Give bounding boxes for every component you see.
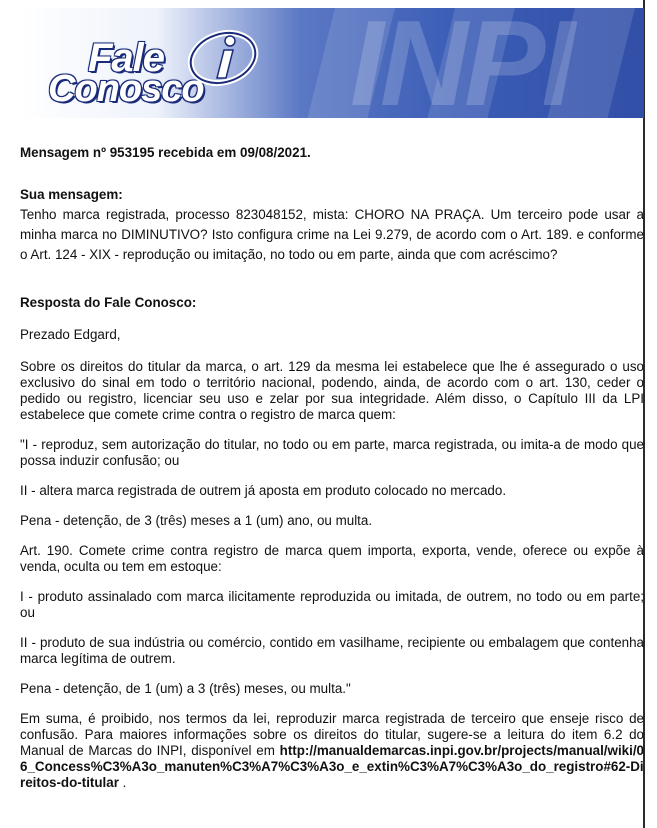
law-quote-item: Pena - detenção, de 1 (um) a 3 (três) meses, ou multa." [20,681,351,696]
response-greeting: Prezado Edgard, [20,327,121,342]
logo-word-conosco: Conosco [48,68,204,110]
message-content [20,143,644,791]
closing-end: . [118,775,127,790]
manual-link[interactable]: http://manualdemarcas.inpi.gov.br/projects/manual/wiki/06_Concess%C3%A3o_manuten%C3%A7%C3%A3o_e_extin%C3%A7%C3%A3o_do_registro#62-Direitos-do-titular [20,743,644,790]
law-quote-item: "I - reproduz, sem autorização do titular, no todo ou em parte, marca registrada, ou imita-a de modo que possa induzir confusão; ou [20,437,644,468]
your-message-body: Tenho marca registrada, processo 823048152, mista: CHORO NA PRAÇA. Um terceiro pode usar a minha marca no DIMINUTIVO? Isto configura crime na Lei 9.279, de acordo com o Art. 189. e conforme o Art. 124 - XIX - reprodução ou imitação, no todo ou em parte, ainda que com acréscimo? [20,207,644,262]
response-paragraph: Sobre os direitos do titular da marca, o art. 129 da mesma lei estabelece que lhe é assegurado o uso exclusivo do sinal em todo o território nacional, podendo, ainda, de acordo com o art. 130, ceder o pedido ou registro, licenciar seu uso e zelar por sua integridade. Além disso, o Capítulo III da LPI estabelece que comete crime contra o registro de marca quem: [20,359,644,422]
response-label: Resposta do Fale Conosco: [20,295,197,310]
law-quote-item: II - produto de sua indústria ou comércio, contido em vasilhame, recipiente ou embalagem que contenha marca legítima de outrem. [20,635,644,666]
message-title: Mensagem nº 953195 recebida em 09/08/2021. [20,145,311,160]
response-closing [20,711,644,791]
law-quote-item: II - altera marca registrada de outrem já aposta em produto colocado no mercado. [20,483,507,498]
logo-word-fale: Fale [88,36,165,80]
law-quote-item: Pena - detenção, de 3 (três) meses a 1 (um) ano, ou multa. [20,513,373,528]
fale-conosco-logo [48,26,278,116]
law-quote-item: Art. 190. Comete crime contra registro de marca quem importa, exporta, vende, oferece ou expõe à venda, oculta ou tem em estoque: [20,543,644,574]
law-quote-item: I - produto assinalado com marca ilicitamente reproduzida ou imitada, de outrem, no todo ou em parte; ou [20,589,644,620]
header-banner [20,8,644,118]
info-icon [186,28,260,88]
closing-text: Em suma, é proibido, nos termos da lei, reproduzir marca registrada de terceiro que enseje risco de confusão. Para maiores informações sobre os direitos do titular, sugere-se a leitura do item 6.2 do Manual de Marcas do INPI, disponível em [20,711,644,758]
your-message-label: Sua mensagem: [20,187,123,202]
inpi-brand: INPI [350,8,572,118]
